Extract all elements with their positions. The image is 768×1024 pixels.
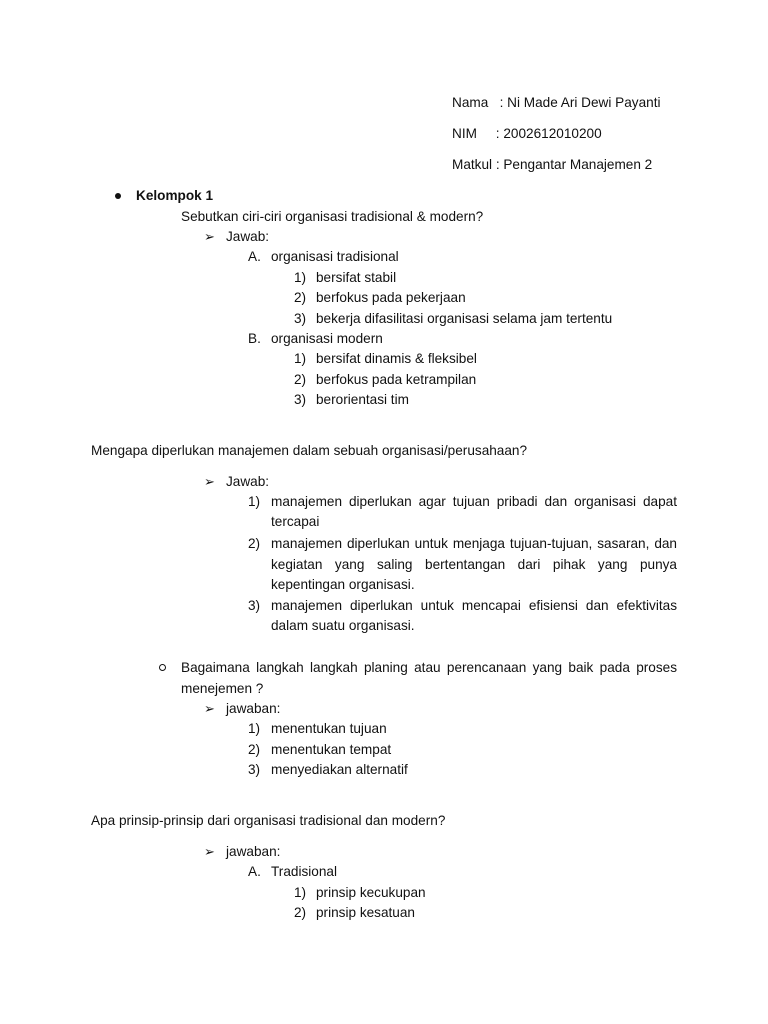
list-item: manajemen diperlukan agar tujuan pribadi dan organisasi dapat tercapai <box>271 494 677 529</box>
list-marker: 3) <box>294 392 307 407</box>
list-item: menentukan tujuan <box>271 721 387 736</box>
list-marker: 3) <box>294 311 307 326</box>
list-item: manajemen diperlukan untuk mencapai efisiensi dan efektivitas dalam suatu organisasi. <box>271 598 677 633</box>
list-item: berfokus pada ketrampilan <box>316 372 477 387</box>
list-marker: 3) <box>248 762 261 777</box>
list-marker: 2) <box>248 536 261 551</box>
list-item: Tradisional <box>271 864 337 879</box>
list-marker: 2) <box>248 742 261 757</box>
answer-label-2: Jawab: <box>226 474 270 489</box>
list-marker: 1) <box>248 721 261 736</box>
list-item: prinsip kecukupan <box>316 885 426 900</box>
list-marker: 1) <box>294 351 307 366</box>
list-item: berfokus pada pekerjaan <box>316 290 466 305</box>
list-item: prinsip kesatuan <box>316 905 415 920</box>
list-marker: A. <box>248 864 261 879</box>
arrow-bullet-icon: ➢ <box>204 844 215 859</box>
list-marker: 3) <box>248 598 261 613</box>
question-2: Mengapa diperlukan manajemen dalam sebuah organisasi/perusahaan? <box>91 443 528 458</box>
question-3: Bagaimana langkah langkah planing atau perencanaan yang baik pada proses menejemen ? <box>181 660 677 696</box>
hollow-bullet-icon <box>159 664 166 671</box>
list-item: menyediakan alternatif <box>271 762 408 777</box>
group-title: Kelompok 1 <box>136 188 214 203</box>
answer-label-4: jawaban: <box>226 844 281 859</box>
list-item: bersifat dinamis & fleksibel <box>316 351 477 366</box>
list-marker: A. <box>248 249 261 264</box>
answer-label-1: Jawab: <box>226 229 270 244</box>
list-marker: 2) <box>294 905 307 920</box>
arrow-bullet-icon: ➢ <box>204 701 215 716</box>
list-marker: 1) <box>248 494 261 509</box>
question-4: Apa prinsip-prinsip dari organisasi tradisional dan modern? <box>91 813 446 828</box>
list-item: berorientasi tim <box>316 392 409 407</box>
list-item: organisasi tradisional <box>271 249 399 264</box>
answer-label-3: jawaban: <box>226 701 281 716</box>
student-nim: NIM : 2002612010200 <box>452 126 602 141</box>
list-marker: 2) <box>294 372 307 387</box>
bullet-icon <box>115 193 121 199</box>
list-item: bersifat stabil <box>316 270 397 285</box>
list-item: organisasi modern <box>271 331 383 346</box>
list-marker: 1) <box>294 270 307 285</box>
list-marker: 2) <box>294 290 307 305</box>
list-item: bekerja difasilitasi organisasi selama jam tertentu <box>316 311 613 326</box>
arrow-bullet-icon: ➢ <box>204 474 215 489</box>
list-item: menentukan tempat <box>271 742 392 757</box>
list-marker: 1) <box>294 885 307 900</box>
course-name: Matkul : Pengantar Manajemen 2 <box>452 157 653 172</box>
question-1: Sebutkan ciri-ciri organisasi tradisional & modern? <box>181 209 484 224</box>
student-name: Nama : Ni Made Ari Dewi Payanti <box>452 95 661 110</box>
list-marker: B. <box>248 331 261 346</box>
list-item: manajemen diperlukan untuk menjaga tujuan-tujuan, sasaran, dan kegiatan yang saling bertentangan dari pihak yang punya kepentingan organisasi. <box>271 536 677 592</box>
arrow-bullet-icon: ➢ <box>204 229 215 244</box>
